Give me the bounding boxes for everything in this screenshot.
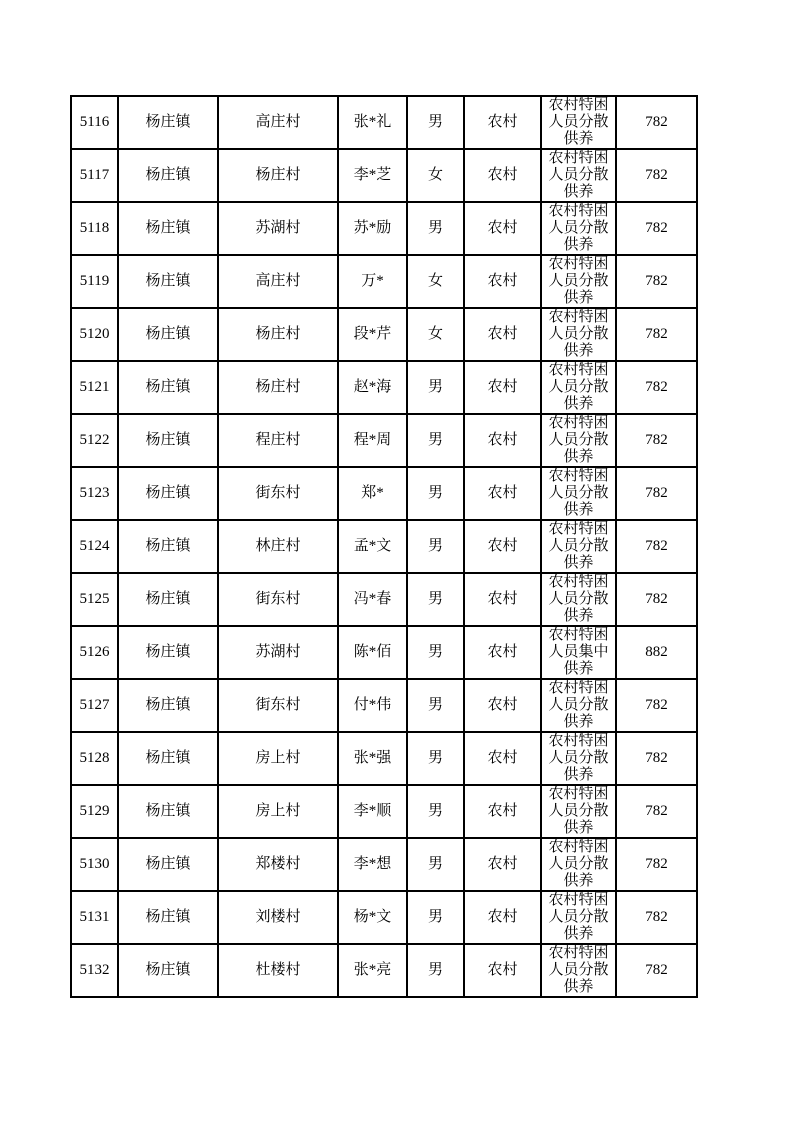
town-cell: 杨庄镇 <box>118 944 218 997</box>
assistance-category-cell <box>541 520 616 573</box>
assistance-category-cell <box>541 361 616 414</box>
assistance-category-cell <box>541 944 616 997</box>
town-cell: 杨庄镇 <box>118 202 218 255</box>
gender-cell: 女 <box>407 255 464 308</box>
village-cell: 高庄村 <box>218 255 338 308</box>
assistance-category-cell <box>541 626 616 679</box>
assistance-category-text: 农村特困人员分散供养 <box>548 256 609 306</box>
assistance-category-cell <box>541 573 616 626</box>
amount-cell: 782 <box>616 891 697 944</box>
assistance-category-cell <box>541 732 616 785</box>
serial-number-cell: 5127 <box>71 679 118 732</box>
assistance-category-text: 农村特困人员分散供养 <box>548 150 609 200</box>
serial-number-cell: 5128 <box>71 732 118 785</box>
town-cell: 杨庄镇 <box>118 891 218 944</box>
person-name-cell: 张*亮 <box>338 944 407 997</box>
village-cell: 苏湖村 <box>218 202 338 255</box>
assistance-category-cell <box>541 414 616 467</box>
table-body <box>71 96 697 997</box>
table-row <box>71 573 697 626</box>
assistance-category-cell <box>541 308 616 361</box>
person-name-cell: 苏*励 <box>338 202 407 255</box>
serial-number-cell: 5123 <box>71 467 118 520</box>
assistance-category-text: 农村特困人员分散供养 <box>548 468 609 518</box>
serial-number-cell: 5118 <box>71 202 118 255</box>
assistance-category-cell <box>541 149 616 202</box>
gender-cell: 男 <box>407 520 464 573</box>
amount-cell: 782 <box>616 361 697 414</box>
area-type-cell: 农村 <box>464 520 541 573</box>
town-cell: 杨庄镇 <box>118 467 218 520</box>
area-type-cell: 农村 <box>464 785 541 838</box>
amount-cell: 782 <box>616 520 697 573</box>
table-row <box>71 679 697 732</box>
assistance-category-cell <box>541 891 616 944</box>
amount-cell: 782 <box>616 573 697 626</box>
gender-cell: 男 <box>407 361 464 414</box>
amount-cell: 782 <box>616 944 697 997</box>
serial-number-cell: 5132 <box>71 944 118 997</box>
area-type-cell: 农村 <box>464 361 541 414</box>
gender-cell: 男 <box>407 891 464 944</box>
assistance-category-text: 农村特困人员分散供养 <box>548 203 609 253</box>
gender-cell: 女 <box>407 308 464 361</box>
gender-cell: 男 <box>407 96 464 149</box>
amount-cell: 782 <box>616 785 697 838</box>
village-cell: 杨庄村 <box>218 149 338 202</box>
table-row <box>71 785 697 838</box>
table-row <box>71 891 697 944</box>
amount-cell: 782 <box>616 838 697 891</box>
assistance-category-cell <box>541 202 616 255</box>
serial-number-cell: 5131 <box>71 891 118 944</box>
town-cell: 杨庄镇 <box>118 96 218 149</box>
serial-number-cell: 5117 <box>71 149 118 202</box>
village-cell: 杨庄村 <box>218 308 338 361</box>
village-cell: 苏湖村 <box>218 626 338 679</box>
town-cell: 杨庄镇 <box>118 679 218 732</box>
serial-number-cell: 5130 <box>71 838 118 891</box>
gender-cell: 男 <box>407 838 464 891</box>
assistance-category-text: 农村特困人员分散供养 <box>548 786 609 836</box>
amount-cell: 782 <box>616 732 697 785</box>
town-cell: 杨庄镇 <box>118 573 218 626</box>
area-type-cell: 农村 <box>464 944 541 997</box>
person-name-cell: 赵*海 <box>338 361 407 414</box>
person-name-cell: 陈*佰 <box>338 626 407 679</box>
gender-cell: 女 <box>407 149 464 202</box>
assistance-category-text: 农村特困人员分散供养 <box>548 892 609 942</box>
person-name-cell: 孟*文 <box>338 520 407 573</box>
person-name-cell: 段*芹 <box>338 308 407 361</box>
serial-number-cell: 5121 <box>71 361 118 414</box>
assistance-category-text: 农村特困人员分散供养 <box>548 839 609 889</box>
assistance-category-text: 农村特困人员分散供养 <box>548 362 609 412</box>
village-cell: 街东村 <box>218 679 338 732</box>
amount-cell: 782 <box>616 414 697 467</box>
area-type-cell: 农村 <box>464 732 541 785</box>
person-name-cell: 万* <box>338 255 407 308</box>
welfare-recipients-table <box>70 95 698 998</box>
amount-cell: 782 <box>616 149 697 202</box>
serial-number-cell: 5129 <box>71 785 118 838</box>
town-cell: 杨庄镇 <box>118 785 218 838</box>
person-name-cell: 李*芝 <box>338 149 407 202</box>
assistance-category-cell <box>541 96 616 149</box>
town-cell: 杨庄镇 <box>118 361 218 414</box>
area-type-cell: 农村 <box>464 414 541 467</box>
town-cell: 杨庄镇 <box>118 149 218 202</box>
area-type-cell: 农村 <box>464 467 541 520</box>
amount-cell: 782 <box>616 255 697 308</box>
amount-cell: 782 <box>616 679 697 732</box>
person-name-cell: 张*礼 <box>338 96 407 149</box>
table-row <box>71 626 697 679</box>
village-cell: 杜楼村 <box>218 944 338 997</box>
gender-cell: 男 <box>407 732 464 785</box>
village-cell: 林庄村 <box>218 520 338 573</box>
area-type-cell: 农村 <box>464 308 541 361</box>
village-cell: 杨庄村 <box>218 361 338 414</box>
town-cell: 杨庄镇 <box>118 520 218 573</box>
assistance-category-cell <box>541 785 616 838</box>
area-type-cell: 农村 <box>464 626 541 679</box>
area-type-cell: 农村 <box>464 573 541 626</box>
person-name-cell: 付*伟 <box>338 679 407 732</box>
person-name-cell: 张*强 <box>338 732 407 785</box>
assistance-category-cell <box>541 838 616 891</box>
person-name-cell: 李*顺 <box>338 785 407 838</box>
village-cell: 程庄村 <box>218 414 338 467</box>
village-cell: 刘楼村 <box>218 891 338 944</box>
assistance-category-text: 农村特困人员分散供养 <box>548 521 609 571</box>
table-row <box>71 96 697 149</box>
serial-number-cell: 5125 <box>71 573 118 626</box>
table-row <box>71 520 697 573</box>
table-row <box>71 308 697 361</box>
area-type-cell: 农村 <box>464 679 541 732</box>
area-type-cell: 农村 <box>464 149 541 202</box>
gender-cell: 男 <box>407 944 464 997</box>
assistance-category-text: 农村特困人员集中供养 <box>548 627 609 677</box>
village-cell: 房上村 <box>218 785 338 838</box>
serial-number-cell: 5120 <box>71 308 118 361</box>
town-cell: 杨庄镇 <box>118 255 218 308</box>
village-cell: 房上村 <box>218 732 338 785</box>
area-type-cell: 农村 <box>464 255 541 308</box>
amount-cell: 782 <box>616 308 697 361</box>
assistance-category-text: 农村特困人员分散供养 <box>548 680 609 730</box>
area-type-cell: 农村 <box>464 891 541 944</box>
assistance-category-cell <box>541 255 616 308</box>
amount-cell: 782 <box>616 96 697 149</box>
serial-number-cell: 5122 <box>71 414 118 467</box>
gender-cell: 男 <box>407 467 464 520</box>
town-cell: 杨庄镇 <box>118 308 218 361</box>
table-row <box>71 467 697 520</box>
town-cell: 杨庄镇 <box>118 732 218 785</box>
gender-cell: 男 <box>407 573 464 626</box>
person-name-cell: 冯*春 <box>338 573 407 626</box>
table-row <box>71 361 697 414</box>
person-name-cell: 郑* <box>338 467 407 520</box>
town-cell: 杨庄镇 <box>118 838 218 891</box>
table-row <box>71 202 697 255</box>
table-row <box>71 255 697 308</box>
table-row <box>71 414 697 467</box>
area-type-cell: 农村 <box>464 202 541 255</box>
assistance-category-cell <box>541 467 616 520</box>
area-type-cell: 农村 <box>464 838 541 891</box>
table-row <box>71 944 697 997</box>
serial-number-cell: 5116 <box>71 96 118 149</box>
gender-cell: 男 <box>407 202 464 255</box>
assistance-category-text: 农村特困人员分散供养 <box>548 733 609 783</box>
gender-cell: 男 <box>407 679 464 732</box>
assistance-category-text: 农村特困人员分散供养 <box>548 309 609 359</box>
amount-cell: 782 <box>616 202 697 255</box>
gender-cell: 男 <box>407 414 464 467</box>
gender-cell: 男 <box>407 785 464 838</box>
assistance-category-text: 农村特困人员分散供养 <box>548 945 609 995</box>
person-name-cell: 程*周 <box>338 414 407 467</box>
table-row <box>71 732 697 785</box>
town-cell: 杨庄镇 <box>118 414 218 467</box>
village-cell: 街东村 <box>218 573 338 626</box>
assistance-category-text: 农村特困人员分散供养 <box>548 574 609 624</box>
table-row <box>71 838 697 891</box>
person-name-cell: 杨*文 <box>338 891 407 944</box>
amount-cell: 882 <box>616 626 697 679</box>
serial-number-cell: 5124 <box>71 520 118 573</box>
assistance-category-text: 农村特困人员分散供养 <box>548 415 609 465</box>
village-cell: 街东村 <box>218 467 338 520</box>
person-name-cell: 李*想 <box>338 838 407 891</box>
serial-number-cell: 5126 <box>71 626 118 679</box>
village-cell: 高庄村 <box>218 96 338 149</box>
town-cell: 杨庄镇 <box>118 626 218 679</box>
assistance-category-cell <box>541 679 616 732</box>
table-row <box>71 149 697 202</box>
area-type-cell: 农村 <box>464 96 541 149</box>
village-cell: 郑楼村 <box>218 838 338 891</box>
gender-cell: 男 <box>407 626 464 679</box>
assistance-category-text: 农村特困人员分散供养 <box>548 97 609 147</box>
serial-number-cell: 5119 <box>71 255 118 308</box>
amount-cell: 782 <box>616 467 697 520</box>
